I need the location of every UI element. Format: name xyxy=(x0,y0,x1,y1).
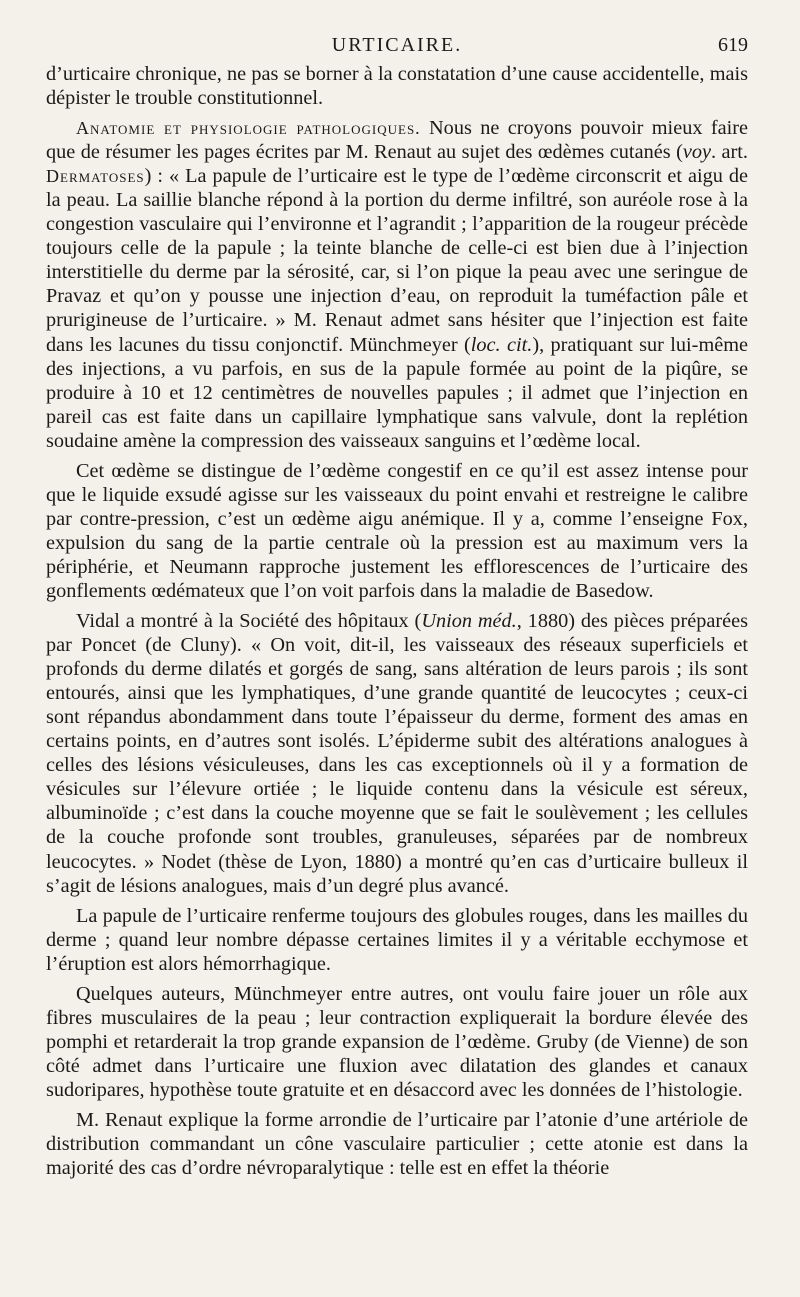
running-title: URTICAIRE. xyxy=(331,34,463,56)
running-head xyxy=(46,34,748,60)
citation-loc-cit: loc. cit. xyxy=(470,333,533,356)
page-number: 619 xyxy=(718,34,748,56)
body-text xyxy=(46,62,748,1180)
paragraph-text: Vidal a montré à la Société des hôpitaux ( xyxy=(76,610,422,633)
cross-reference: Dermatoses xyxy=(46,166,145,187)
paragraph-oedeme: Cet œdème se distingue de l’œdème congestif en ce qu’il est assez intense pour que le liquide exsudé agisse sur les vaisseaux du point envahi et restreigne le calibre par contre-pression, c’est un œdème aigu anémique. Il y a, comme l’enseigne Fox, expulsion du sang de la partie centrale où la pression est au maximum vers la périphérie, et Neumann rapproche justement les efflorescences de l’urticaire des gonflements œdémateux que l’on voit parfois dans la maladie de Basedow. xyxy=(46,459,748,602)
paragraph-quelques-auteurs: Quelques auteurs, Münchmeyer entre autres, ont voulu faire jouer un rôle aux fibres musculaires de la peau ; leur contraction expliquerait la bordure élevée des pomphi et retarderait la trop grande expansion de l’œdème. Gruby (de Vienne) de son côté admet dans l’urticaire une fluxion avec dilatation des glandes et canaux sudoripares, hypothèse toute gratuite et en désaccord avec les données de l’histologie. xyxy=(46,982,748,1101)
paragraph-vidal xyxy=(46,609,748,898)
paragraph-continuation: d’urticaire chronique, ne pas se borner à la constatation d’une cause accidentelle, mais dépister le trouble constitutionnel. xyxy=(46,63,748,110)
paragraph-renaut: M. Renaut explique la forme arrondie de l’urticaire par l’atonie d’une artériole de distribution commandant un cône vasculaire particulier ; cette atonie est dans la majorité des cas d’ordre névroparalytique : telle est en effet la théorie xyxy=(46,1108,748,1180)
paragraph-text: Nous ne croyons pouvoir mieux faire que de résumer les pages écrites par M. Renaut au sujet des œdèmes cutanés ( xyxy=(46,117,748,164)
citation-voy: voy xyxy=(682,141,711,164)
paragraph-text: ) : « La papule de l’urticaire est le type de l’œdème circonscrit et aigu de la peau. La saillie blanche répond à la portion du derme infiltré, son auréole rose à la congestion vasculaire qui l’environne et l’agrandit ; l’apparition de la rougeur précède toujours celle de la papule ; la teinte blanche de celle-ci est bien due à l’injection interstitielle du derme par la sérosité, car, si l’on pique la peau avec une seringue de Pravaz et qu’on y pousse une injection d’eau, on reproduit la tuméfaction pâle et prurigineuse de l’urticaire. » M. Renaut admet sans hésiter que l’injection est faite dans les lacunes du tissu conjonctif. Münchmeyer ( xyxy=(46,165,748,356)
section-heading: Anatomie et physiologie pathologiques. xyxy=(76,118,421,139)
paragraph-papule: La papule de l’urticaire renferme toujours des globules rouges, dans les mailles du derme ; quand leur nombre dépasse certaines limites il y a véritable ecchymose et l’éruption est alors hémorrhagique. xyxy=(46,904,748,975)
paragraph-text: . art. xyxy=(710,141,748,164)
paragraph-anatomie xyxy=(46,116,748,453)
citation-union-med: Union méd. xyxy=(421,610,517,633)
paragraph-text: ), pratiquant sur lui-même des injections, a vu parfois, en sus de la papule formée au point de la piqûre, se produire à 10 et 12 centimètres de nouvelles papules ; il admet que l’injection en pareil cas est faite dans un capillaire lymphatique sans valvule, dont la replétion soudaine amène la compression des vaisseaux sanguins et l’œdème local. xyxy=(46,333,748,452)
paragraph-text: , 1880) des pièces préparées par Poncet (de Cluny). « On voit, dit-il, les vaisseaux des réseaux superficiels et profonds du derme dilatés et gorgés de sang, sans altération de leurs parois ; ils sont entourés, ainsi que les lymphatiques, d’une grande quantité de leucocytes ; ceux-ci sont répandus abondamment dans toute l’épaisseur du derme, forment des amas en certains points, en d’autres sont isolés. L’épiderme subit des altérations analogues à celles des lésions vésiculeuses, dans les cas exceptionnels où il y a formation de vésicules sur l’élevure ortiée ; le liquide contenu dans la vésicule est séreux, albuminoïde ; c’est dans la couche moyenne que se fait le soulèvement ; les cellules de la couche profonde sont troubles, granuleuses, séparées par de nombreux leucocytes. » Nodet (thèse de Lyon, 1880) a montré qu’en cas d’urticaire bulleux il s’agit de lésions analogues, mais d’un degré plus avancé. xyxy=(46,610,748,897)
